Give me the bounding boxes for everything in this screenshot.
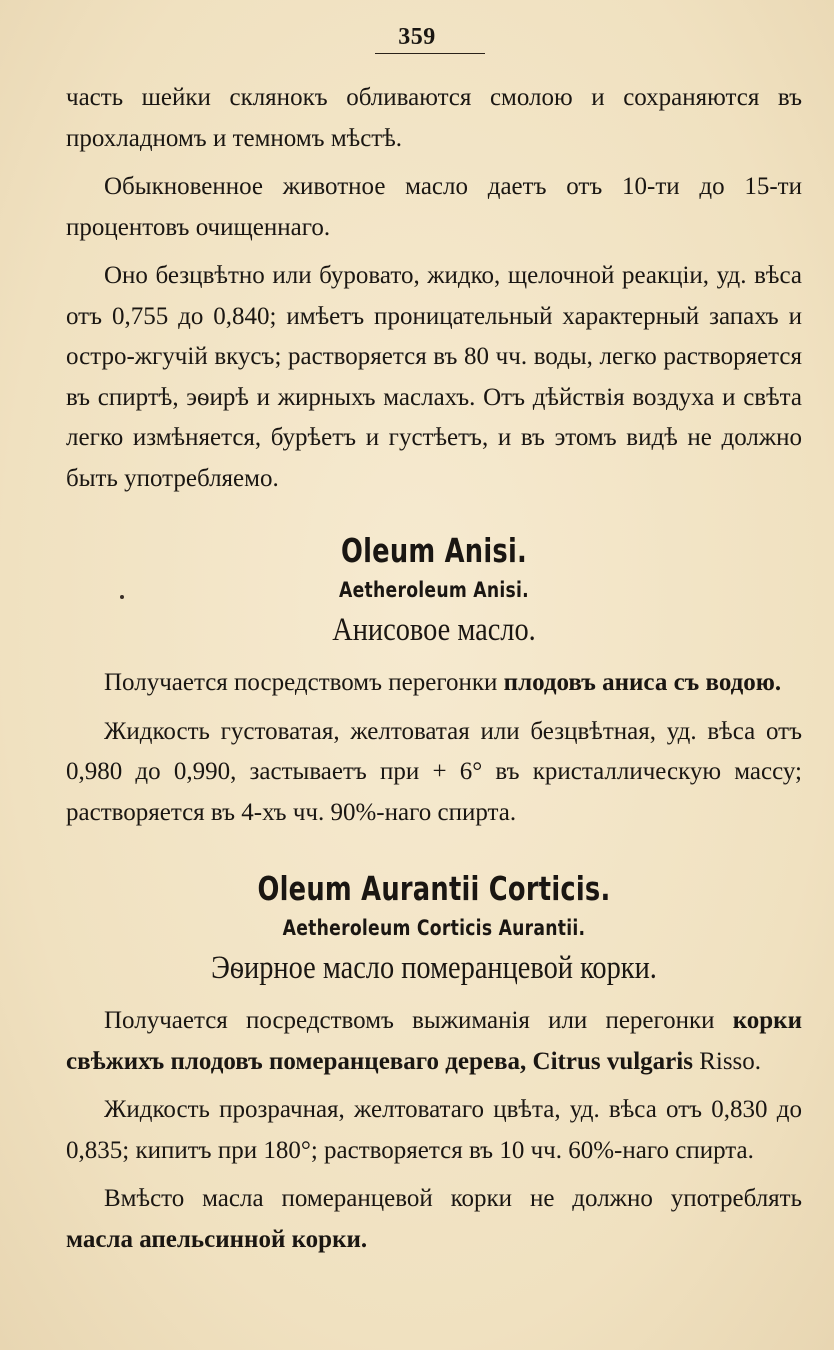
page-number-rule [375,53,485,54]
aurantii-paragraph-2: Жидкость прозрачная, желтоватаго цвѣта, уд. вѣса отъ 0,830 до 0,835; кипитъ при 180°; растворяется въ 10 чч. 60%-наго спирта. [66,1096,802,1164]
aurantii-paragraph-3 [66,1179,802,1260]
anisi-p1-bold: плодовъ аниса съ водою. [503,669,782,696]
section-title-russian: Анисовое масло. [332,612,536,648]
aurantii-p1-bold: корки свѣжихъ плодовъ померанцеваго дерева, Citrus vulgaris [66,1007,802,1075]
anisi-paragraph-2: Жидкость густоватая, желтоватая или безцвѣтная, уд. вѣса отъ 0,980 до 0,990, застываетъ при + 6° въ кристаллическую массу; растворяется въ 4-хъ чч. 90%-наго спирта. [66,717,802,826]
section-title-russian: Эѳирное масло померанцевой корки. [211,950,657,986]
anisi-paragraph-1 [66,663,802,704]
section-synonym: Aetheroleum Anisi. [339,578,529,602]
section-oleum-aurantii [66,867,802,1260]
anisi-p1-text: Получается посредствомъ перегонки [104,669,504,696]
intro-paragraph-1: часть шейки склянокъ обливаются смолою и сохраняются въ прохладномъ и темномъ мѣстѣ. [66,84,802,152]
intro-paragraph-2: Обыкновенное животное масло даетъ отъ 10-ти до 15-ти процентовъ очищеннаго. [66,173,802,241]
section-title-latin: Oleum Aurantii Corticis. [257,869,611,908]
page-number: 359 [398,24,436,50]
section-oleum-anisi [66,529,802,833]
aurantii-p3-bold: масла апельсинной корки. [66,1225,368,1253]
page-content [66,78,802,1260]
aurantii-p1-text: Получается посредствомъ выжиманія или перегонки [104,1007,733,1034]
aurantii-p3-text: Вмѣсто масла померанцевой корки не должно употреблять [104,1185,802,1212]
aurantii-p1-tail: Risso. [692,1047,762,1075]
section-synonym: Aetheroleum Corticis Aurantii. [282,916,586,940]
intro-paragraph-3: Оно безцвѣтно или буровато, жидко, щелочной реакціи, уд. вѣса отъ 0,755 до 0,840; имѣетъ проницательный характерный запахъ и остро-жгучій вкусъ; растворяется въ 80 чч. воды, легко растворяется въ спиртѣ, эѳирѣ и жирныхъ маслахъ. Отъ дѣйствія воздуха и свѣта легко измѣняется, бурѣетъ и густѣетъ, и въ этомъ видѣ не должно быть употребляемо. [66,262,802,492]
aurantii-paragraph-1 [66,1001,802,1082]
section-title-latin: Oleum Anisi. [340,531,528,570]
